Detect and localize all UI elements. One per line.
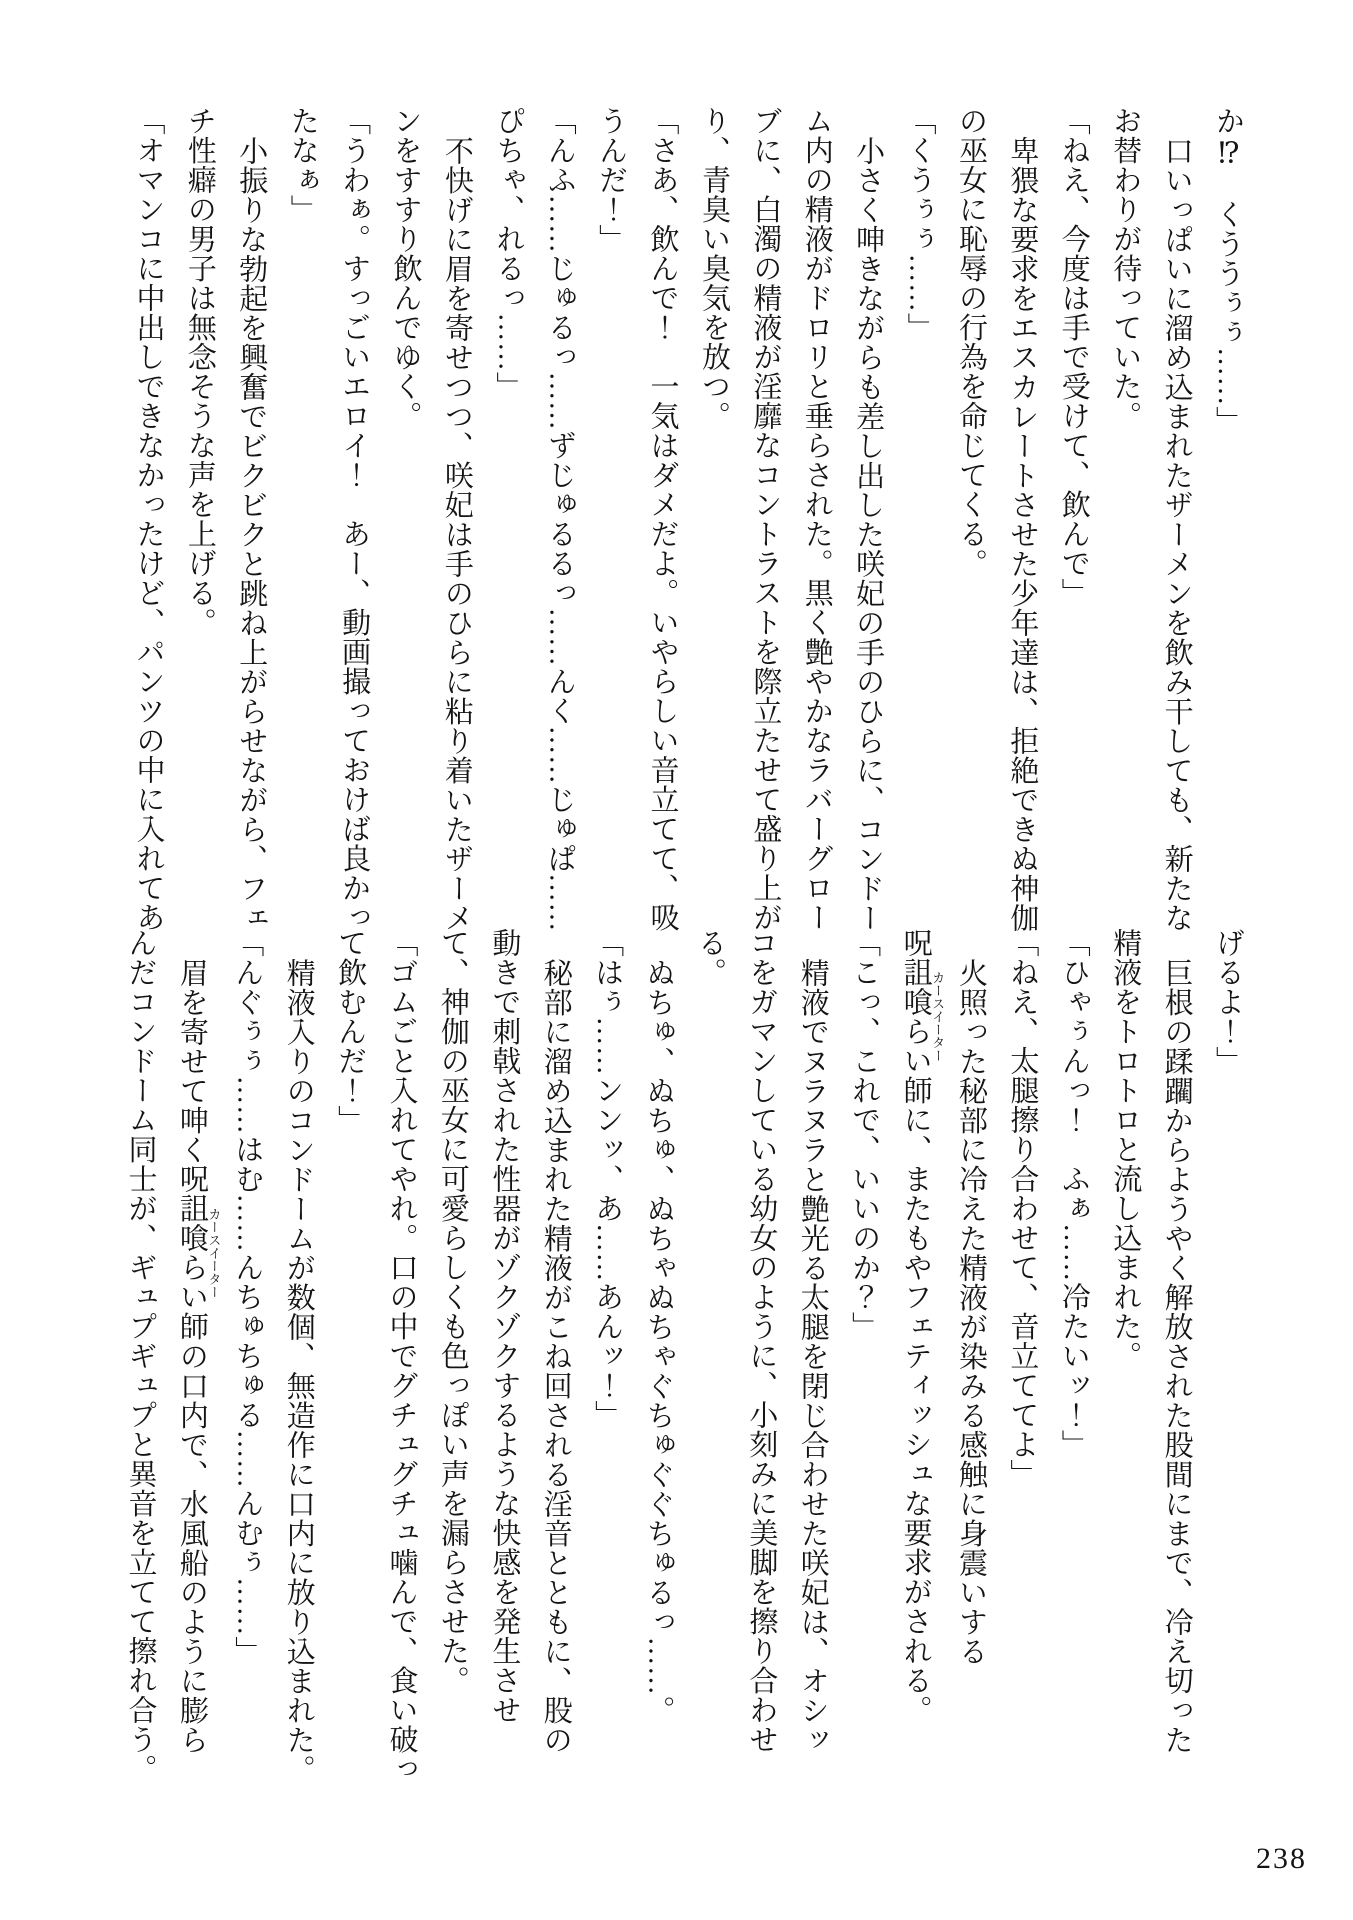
text-column: 小さく呻きながらも差し出した咲妃の手のひらに、コンドー [852,135,885,932]
ruby-annotation [899,928,946,1105]
text-column: ブに、白濁の精液が淫靡なコントラストを際立たせて盛り上が [749,106,782,932]
text-column: 「ねえ、今度は手で受けて、飲んで」 [1057,106,1090,608]
text-column-with-ruby [165,928,220,1776]
text-column: 「オマンコに中出しできなかったけど、パンツの中に入れてあ [132,106,165,932]
page-top-text-block [122,106,1253,932]
text-column: たなぁ」 [286,106,319,224]
text-column: うんだ！」 [595,106,628,254]
text-column: 精液でヌラヌラと艶光る太腿を閉じ合わせた咲妃は、オシッ [796,957,829,1754]
text-column: ぬちゅ、ぬちゅ、ぬちゃぬちゃぐちゅぐぐちゅるっ……。 [642,957,675,1725]
text-column: ぴちゃ、れるっ……」 [492,106,525,401]
text-column: 「こっ、これで、いいのか？」 [848,928,881,1341]
text-column: 「はぅ……ンンッ、あ……あんッ！」 [591,928,624,1430]
ruby-annotation [175,1164,222,1341]
text-column: 「ねえ、太腿擦り合わせて、音立ててよ」 [1006,928,1039,1489]
ruby-base: 呪詛喰らい師 [175,1164,208,1341]
text-column: 精液入りのコンドームが数個、無造作に口内に放り込まれた。 [282,957,315,1784]
text-column: 秘部に溜め込まれた精液がこね回される淫音とともに、股の [539,957,572,1754]
ruby-text: カースイーター [930,928,946,1105]
text-column: る。 [693,928,726,987]
text-column: 「んぐぅぅ……はむ……んちゅちゅる……んむぅ……」 [231,928,264,1666]
text-column: 「ひゃぅんっ！ ふぁ……冷たいッ！」 [1057,928,1090,1459]
ruby-text: カースイーター [206,1164,222,1341]
text-column: の巫女に恥辱の行為を命じてくる。 [954,106,987,578]
text-column: 巨根の蹂躙からようやく解放された股間にまで、冷え切った [1160,957,1193,1754]
text-column: チ性癖の男子は無念そうな声を上げる。 [183,106,216,637]
text-segment: 眉を寄せて呻く [175,957,208,1164]
text-segment: の口内で、水風船のように膨ら [175,1341,208,1754]
text-column: ム内の精液がドロリと垂らされた。黒く艶やかなラバーグロー [800,106,833,932]
text-column: 卑猥な要求をエスカレートさせた少年達は、拒絶できぬ神伽 [1006,135,1039,932]
text-segment: に、またもやフェティッシュな要求がされる。 [899,1105,932,1725]
ruby-base: 呪詛喰らい師 [899,928,932,1105]
text-column: 火照った秘部に冷えた精液が染みる感触に身震いする [954,957,987,1666]
text-column: コをガマンしている幼女のように、小刻みに美脚を擦り合わせ [745,928,778,1754]
text-column: 精液をトロトロと流し込まれた。 [1109,928,1142,1371]
text-column: げるよ！」 [1212,928,1244,1076]
text-column: 「くうぅぅ……」 [903,106,936,342]
text-column: り、青臭い臭気を放つ。 [697,106,730,431]
text-column: 口いっぱいに溜め込まれたザーメンを飲み干しても、新たな [1160,135,1193,932]
text-column: 動きで刺戟された性器がゾクゾクするような快感を発生させ [488,928,521,1725]
text-column-with-ruby [889,928,944,1776]
text-column: 不快げに眉を寄せつつ、咲妃は手のひらに粘り着いたザーメ [440,135,473,932]
text-column: 「さあ、飲んで！ 一気はダメだよ。いやらしい音立てて、吸 [646,106,679,932]
text-column: て飲むんだ！」 [334,928,367,1135]
page-number: 238 [1256,1842,1307,1875]
text-column: て、神伽の巫女に可愛らしくも色っぽい声を漏らさせた。 [436,928,469,1695]
text-column: 「うわぁ。すっごいエロイ！ あー、動画撮っておけば良かっ [338,106,371,932]
page-bottom-text-block [114,928,1253,1784]
text-column: んだコンドーム同士が、ギュプギュプと異音を立てて擦れ合う。 [124,928,157,1784]
text-column: か⁉ くううぅぅ……」 [1212,106,1244,436]
text-column: 「ゴムごと入れてやれ。口の中でグチュグチュ噛んで、食い破っ [385,928,418,1784]
text-column: 小振りな勃起を興奮でビクビクと跳ね上がらせながら、フェ [235,135,268,932]
text-column: 「んふ……じゅるっ……ずじゅるるっ……んく……じゅぱ…… [543,106,576,932]
text-column: ンをすすり飲んでゆく。 [389,106,422,431]
text-column: お替わりが待っていた。 [1109,106,1142,431]
